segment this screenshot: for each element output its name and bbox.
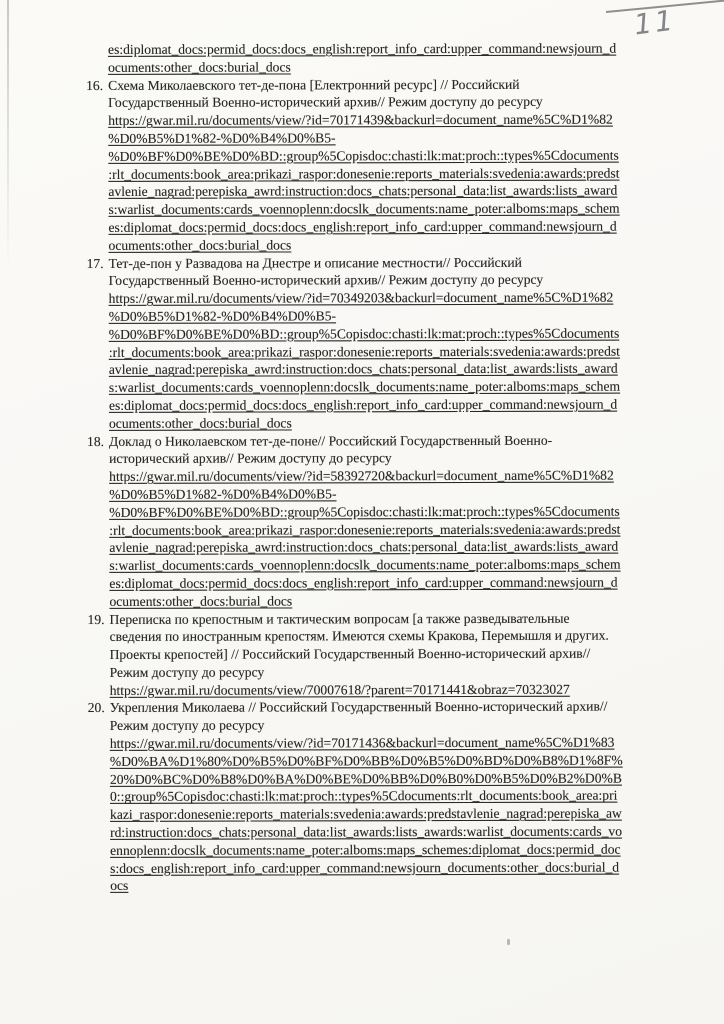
printed-url-line: :rlt_documents:book_area:prikazi_raspor:donesenie:reports_materials:svedenia:awards:predst — [109, 521, 621, 538]
printed-url-line: s:warlist_documents:cards_voennoplenn:docslk_documents:name_poter:alboms:maps_schem — [108, 200, 620, 218]
printed-url-line: es:diplomat_docs:permid_docs:docs_english:report_info_card:upper_command:newsjourn_d — [108, 396, 618, 413]
entry-body — [109, 609, 702, 700]
printed-url-line: kazi_raspor:donesenie:reports_materials:svedenia:awards:predstavlenie_nagrad:perepiska_aw — [110, 805, 622, 823]
reference-entry — [82, 253, 702, 433]
printed-url-line: https://gwar.mil.ru/documents/view/?id=58392720&backurl=document_name%5C%D1%82 — [109, 467, 614, 485]
entry-number: 16. — [86, 77, 104, 93]
printed-url-line: %D0%B5%D1%82-%D0%B4%D0%B5- — [108, 130, 336, 146]
printed-url-line: avlenie_nagrad:perepiska_awrd:instruction:docs_chats:personal_data:list_awards:lists_award — [109, 538, 619, 556]
printed-url-line: ocuments:other_docs:burial_docs — [108, 415, 292, 431]
reference-text-line: исторический архив// Режим доступу до ресурсу — [109, 450, 392, 467]
entry-number: 18. — [87, 433, 105, 449]
printed-url-line: https://gwar.mil.ru/documents/view/70007618/?parent=70171441&obraz=70323027 — [109, 681, 570, 698]
scan-crease-artifact — [7, 0, 9, 270]
carryover-url-lines — [108, 39, 701, 76]
printed-url-line: ocuments:other_docs:burial_docs — [108, 59, 291, 75]
printed-url-line: 20%D0%BC%D0%B8%D0%BA%D0%BE%D0%BB%D0%B0%D0%B5%D0%B2%D0%B — [109, 770, 622, 787]
entry-number: 17. — [86, 255, 104, 271]
reference-text-line: Укрепления Миколаева // Российский Государственный Военно-исторический архив// — [109, 699, 608, 716]
printed-url-line: :rlt_documents:book_area:prikazi_raspor:donesenie:reports_materials:svedenia:awards:predst — [108, 165, 620, 182]
printed-url-line: https://gwar.mil.ru/documents/view/?id=70349203&backurl=document_name%5C%D1%82 — [108, 289, 614, 307]
printed-url-line: avlenie_nagrad:perepiska_awrd:instruction:docs_chats:personal_data:list_awards:lists_award — [108, 182, 618, 200]
reference-text-line: Тет-де-пон у Развадова на Днестре и описание местности// Российский — [108, 254, 522, 271]
printed-url-line: ocuments:other_docs:burial_docs — [109, 593, 293, 609]
printed-url-line: %D0%B5%D1%82-%D0%B4%D0%B5- — [108, 308, 337, 324]
entry-body — [108, 75, 701, 255]
reference-text-line: Государственный Военно-исторический архив// Режим доступу до ресурсу — [108, 272, 544, 289]
printed-url-line: ocuments:other_docs:burial_docs — [108, 237, 292, 253]
printed-url-line: s:docs_english:report_info_card:upper_command:newsjourn_documents:other_docs:burial_d — [110, 859, 620, 876]
scan-speck — [507, 939, 510, 945]
entry-body — [109, 431, 702, 611]
printed-url-line: s:warlist_documents:cards_voennoplenn:docslk_documents:name_poter:alboms:maps_schem — [109, 556, 621, 574]
printed-url-line: ocs — [110, 878, 129, 894]
printed-url-line: 0::group%5Copisdoc:chasti:lk:mat:proch::types%5Cdocuments:rlt_documents:book_area:pri — [109, 788, 618, 805]
printed-url-line: https://gwar.mil.ru/documents/view/?id=70171439&backurl=document_name%5C%D1%82 — [108, 111, 613, 129]
reference-list-entries — [81, 75, 703, 895]
reference-text-line: Доклад о Николаевском тет-де-поне// Российский Государственный Военно- — [109, 432, 553, 449]
printed-url-line: %D0%B5%D1%82-%D0%B4%D0%B5- — [109, 486, 337, 502]
reference-text-line: Государственный Военно-исторический архив// Режим доступу до ресурсу — [108, 94, 543, 111]
entry-body — [109, 253, 702, 433]
reference-text-line: Режим доступу до ресурсу — [109, 664, 265, 680]
printed-url-line: %D0%BF%D0%BE%D0%BD::group%5Copisdoc:chasti:lk:mat:proch::types%5Cdocuments — [109, 503, 620, 520]
printed-url-line: es:diplomat_docs:permid_docs:docs_english:report_info_card:upper_command:newsjourn_d — [108, 40, 617, 57]
handwritten-page-number: 11 — [632, 3, 678, 42]
printed-url-line: rd:instruction:docs_chats:personal_data:list_awards:lists_awards:warlist_documents:cards_vo — [110, 823, 623, 840]
reference-text-line: Схема Миколаевского тет-де-пона [Електронний ресурс] // Российский — [108, 76, 520, 93]
reference-text-line: сведения по иностранным крепостям. Имеются схемы Кракова, Перемышля и других. — [109, 627, 609, 645]
printed-url-line: ennoplenn:docslk_documents:name_poter:alboms:maps_schemes:diplomat_docs:permid_doc — [110, 841, 621, 858]
entry-number: 20. — [87, 700, 105, 716]
printed-url-line: %D0%BF%D0%BE%D0%BD::group%5Copisdoc:chasti:lk:mat:proch::types%5Cdocuments — [108, 325, 620, 342]
reference-text-line: Проекты крепостей] // Российский Государственный Военно-исторический архив// — [109, 645, 591, 663]
printed-url-line: es:diplomat_docs:permid_docs:docs_english:report_info_card:upper_command:newsjourn_d — [109, 574, 618, 591]
printed-url-line: s:warlist_documents:cards_voennoplenn:docslk_documents:name_poter:alboms:maps_schem — [108, 378, 621, 396]
entry-body — [110, 698, 704, 895]
printed-url-line: https://gwar.mil.ru/documents/view/?id=70171436&backurl=document_name%5C%D1%83 — [109, 734, 615, 752]
reference-list — [81, 39, 703, 895]
reference-entry — [83, 698, 704, 895]
printed-url-line: avlenie_nagrad:perepiska_awrd:instruction:docs_chats:personal_data:list_awards:lists_award — [108, 360, 618, 378]
entry-number: 19. — [87, 611, 105, 627]
printed-url-line: es:diplomat_docs:permid_docs:docs_english:report_info_card:upper_command:newsjourn_d — [108, 218, 617, 235]
printed-url-line: %D0%BF%D0%BE%D0%BD::group%5Copisdoc:chasti:lk:mat:proch::types%5Cdocuments — [108, 147, 619, 164]
printed-url-line: :rlt_documents:book_area:prikazi_raspor:donesenie:reports_materials:svedenia:awards:predst — [108, 343, 620, 360]
reference-text-line: Режим доступу до ресурсу — [109, 717, 265, 734]
reference-entry — [82, 431, 702, 611]
reference-text-line: Переписка по крепостным и тактическим вопросам [а также разведывательные — [109, 610, 570, 627]
printed-url-line: %D0%BA%D1%80%D0%B5%D0%BF%D0%BB%D0%B5%D0%BD%D0%B8%D1%8F% — [109, 752, 623, 769]
reference-entry — [82, 609, 702, 700]
reference-entry — [81, 75, 701, 255]
